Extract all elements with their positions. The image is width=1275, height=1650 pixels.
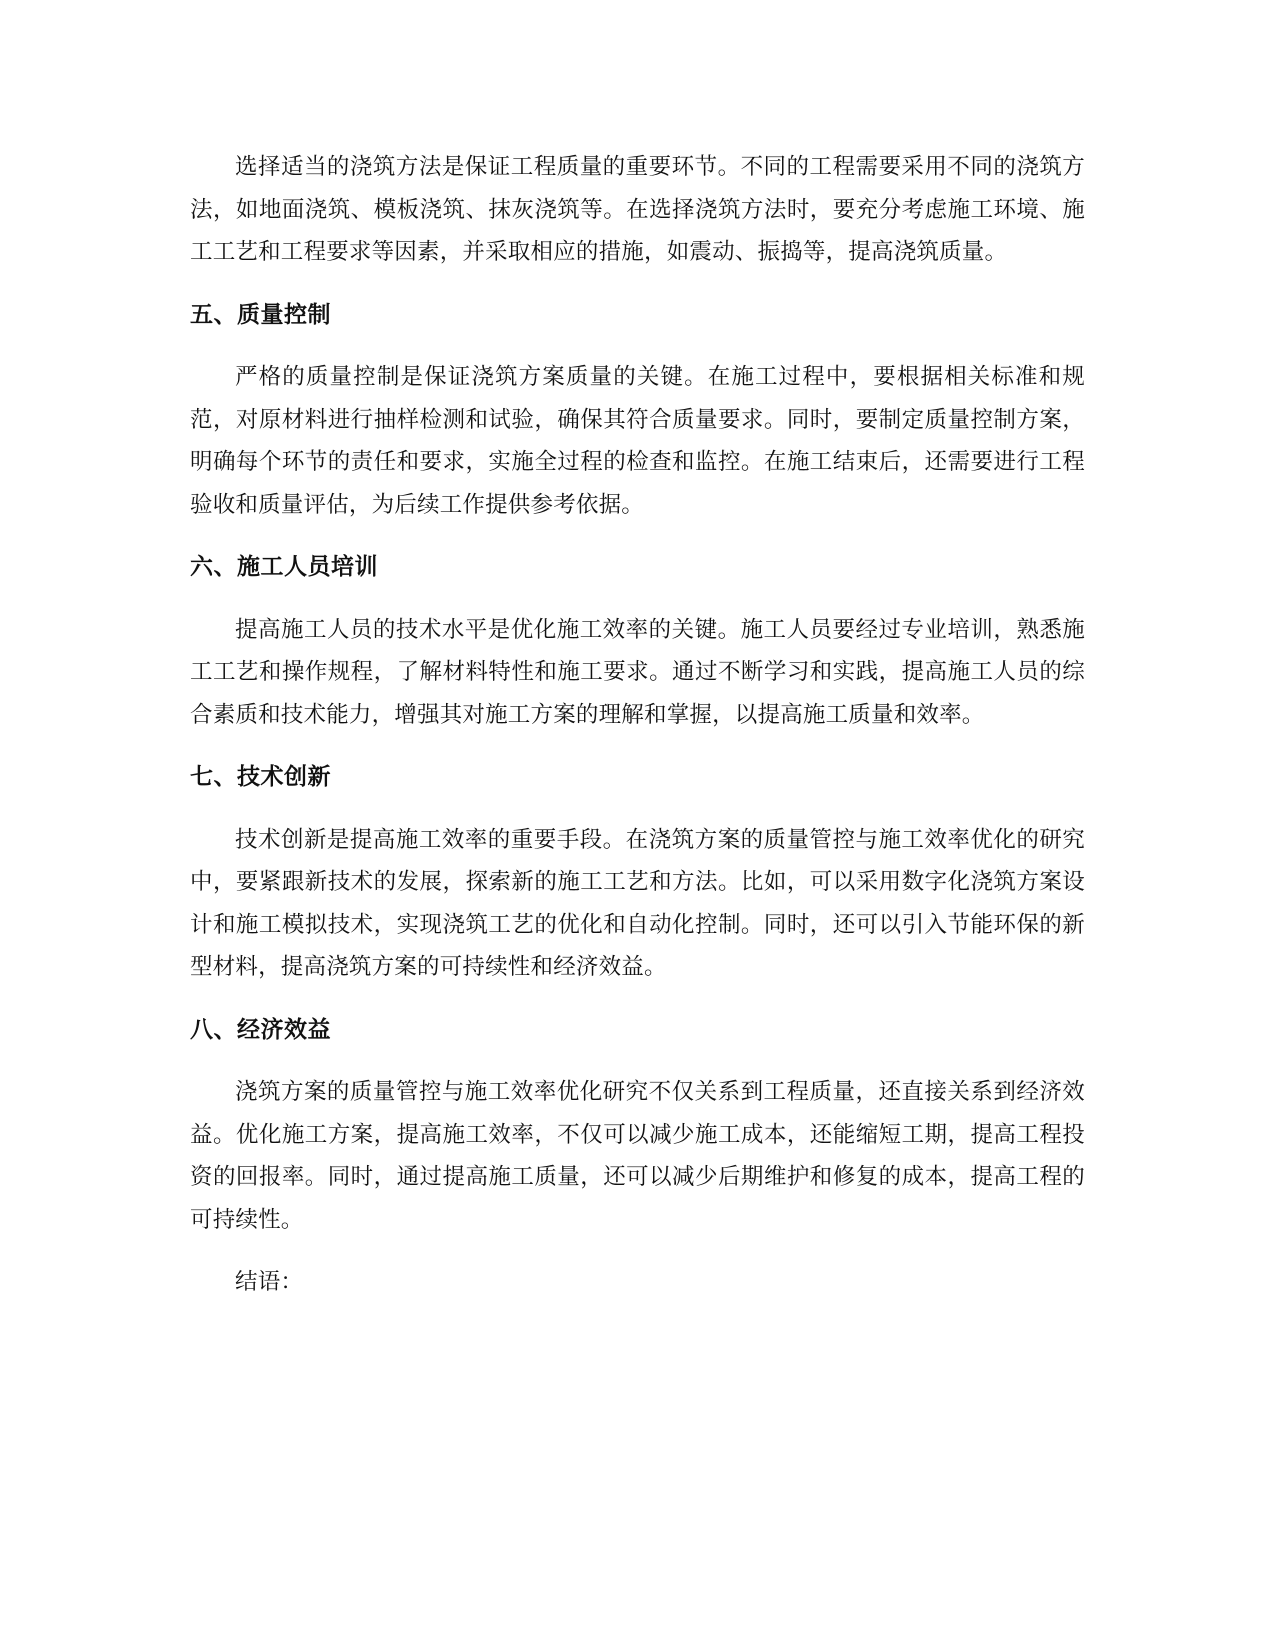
heading-quality-control: 五、质量控制 bbox=[190, 301, 331, 328]
spacer bbox=[190, 336, 1085, 356]
spacer bbox=[190, 589, 1085, 609]
spacer bbox=[190, 1051, 1085, 1071]
paragraph-quality-control: 严格的质量控制是保证浇筑方案质量的关键。在施工过程中，要根据相关标准和规范，对原材料进行抽样检测和试验，确保其符合质量要求。同时，要制定质量控制方案，明确每个环节的责任和要求，实施全过程的检查和监控。在施工结束后，还需要进行工程验收和质量评估，为后续工作提供参考依据。 bbox=[190, 364, 1085, 518]
paragraph-staff-training: 提高施工人员的技术水平是优化施工效率的关键。施工人员要经过专业培训，熟悉施工工艺和操作规程，了解材料特性和施工要求。通过不断学习和实践，提高施工人员的综合素质和技术能力，增强其对施工方案的理解和掌握，以提高施工质量和效率。 bbox=[190, 616, 1085, 728]
paragraph-pouring-method: 选择适当的浇筑方法是保证工程质量的重要环节。不同的工程需要采用不同的浇筑方法，如地面浇筑、模板浇筑、抹灰浇筑等。在选择浇筑方法时，要充分考虑施工环境、施工工艺和工程要求等因素，并采取相应的措施，如震动、振捣等，提高浇筑质量。 bbox=[190, 154, 1085, 265]
heading-tech-innovation: 七、技术创新 bbox=[190, 764, 331, 790]
paragraph-conclusion-label: 结语： bbox=[235, 1269, 304, 1295]
spacer bbox=[190, 1241, 1085, 1261]
heading-staff-training: 六、施工人员培训 bbox=[190, 554, 378, 580]
spacer bbox=[190, 526, 1085, 546]
spacer bbox=[190, 989, 1085, 1009]
paragraph-economic-benefit: 浇筑方案的质量管控与施工效率优化研究不仅关系到工程质量，还直接关系到经济效益。优化施工方案，提高施工效率，不仅可以减少施工成本，还能缩短工期，提高工程投资的回报率。同时，通过提高施工质量，还可以减少后期维护和修复的成本，提高工程的可持续性。 bbox=[190, 1079, 1085, 1233]
spacer bbox=[190, 274, 1085, 294]
spacer bbox=[190, 736, 1085, 756]
heading-economic-benefit: 八、经济效益 bbox=[190, 1016, 331, 1043]
paragraph-tech-innovation: 技术创新是提高施工效率的重要手段。在浇筑方案的质量管控与施工效率优化的研究中，要紧跟新技术的发展，探索新的施工工艺和方法。比如，可以采用数字化浇筑方案设计和施工模拟技术，实现浇筑工艺的优化和自动化控制。同时，还可以引入节能环保的新型材料，提高浇筑方案的可持续性和经济效益。 bbox=[190, 826, 1085, 980]
spacer bbox=[190, 799, 1085, 819]
